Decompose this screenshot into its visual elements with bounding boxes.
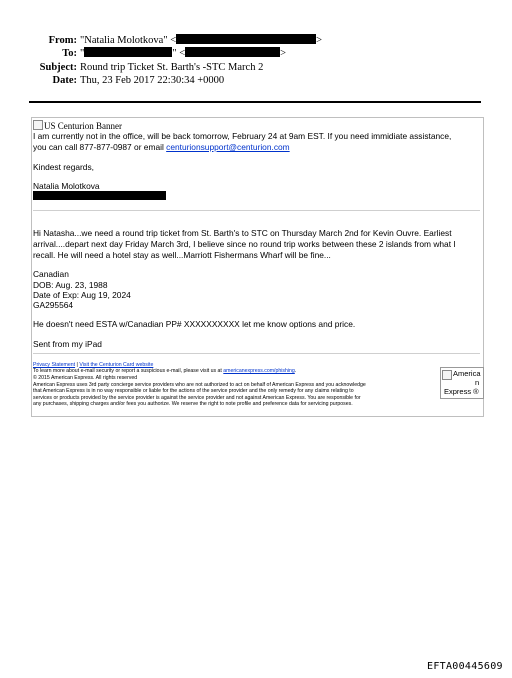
ooo-line-1: I am currently not in the office, will be back tomorrow, February 24 at 9am EST. If you need immidiate assistance, bbox=[33, 131, 452, 141]
subject-label: Subject: bbox=[39, 62, 77, 73]
redaction-bar bbox=[185, 47, 280, 57]
security-text: To learn more about e-mail security or report a suspicious e-mail, please visit us at bbox=[33, 368, 224, 374]
body-line-1: Hi Natasha...we need a round trip ticket from St. Barth's to STC on Thursday March 2nd for Kevin Ouvre. Earliest bbox=[33, 228, 452, 238]
passport-expiry: Date of Exp: Aug 19, 2024 bbox=[33, 290, 131, 300]
signature-name: Natalia Molotkova bbox=[33, 181, 100, 191]
body-line-3: recall. He will need a hotel stay as well...Marriott Fishermans Wharf will be fine... bbox=[33, 250, 331, 260]
to-label: To: bbox=[62, 48, 77, 59]
from-label: From: bbox=[48, 35, 77, 46]
from-end: > bbox=[316, 35, 323, 46]
security-text-end: . bbox=[294, 368, 297, 374]
banner-alt-text: US Centurion Banner bbox=[44, 121, 122, 131]
security-notice bbox=[33, 368, 296, 374]
link-separator: | bbox=[75, 362, 80, 368]
footer-separator bbox=[33, 353, 480, 354]
esta-line: He doesn't need ESTA w/Canadian PP# XXXXXXXXXX let me know options and price. bbox=[33, 319, 356, 329]
amex-text-3: Express ® bbox=[444, 387, 479, 396]
subject-value: Round trip Ticket St. Barth's -STC March 2 bbox=[80, 62, 264, 73]
broken-image-icon bbox=[442, 370, 452, 380]
ooo-line-2-text: you can call 877-877-0987 or email bbox=[33, 142, 167, 152]
date-label: Date: bbox=[52, 75, 77, 86]
nationality: Canadian bbox=[33, 269, 69, 279]
disclaimer-line-2: that American Express is in no way responsible or liable for the actions of the service provider and the only remedy for any claims relating to bbox=[33, 388, 354, 394]
amex-text-2: n bbox=[475, 378, 480, 387]
document-id: EFTA00445609 bbox=[427, 661, 503, 672]
sent-from: Sent from my iPad bbox=[33, 339, 102, 349]
date-value: Thu, 23 Feb 2017 22:30:34 +0000 bbox=[80, 75, 225, 86]
to-end: > bbox=[280, 48, 287, 59]
passport-number: GA295564 bbox=[33, 300, 74, 310]
header-divider bbox=[29, 101, 481, 103]
redaction-bar bbox=[176, 34, 316, 44]
copyright: © 2015 American Express. All rights reserved bbox=[33, 375, 138, 381]
from-value: "Natalia Molotkova" < bbox=[80, 35, 177, 46]
centurion-card-link[interactable]: Visit the Centurion Card website bbox=[79, 362, 154, 368]
to-mid: " < bbox=[172, 48, 186, 59]
support-email-link[interactable]: centurionsupport@centurion.com bbox=[166, 142, 290, 152]
phishing-link[interactable]: americanexpress.com/phishing bbox=[223, 368, 295, 374]
regards: Kindest regards, bbox=[33, 162, 94, 172]
amex-text-1: America bbox=[453, 369, 481, 378]
body-line-2: arrival....depart next day Friday March 3rd, I believe since no round trip works between these 2 islands from what I bbox=[33, 239, 456, 249]
disclaimer-line-4: any purchases, shipping charges and/or fees you authorize. We reserve the right to note profile and preference data for servicing purposes. bbox=[33, 401, 353, 407]
dob: DOB: Aug. 23, 1988 bbox=[33, 280, 108, 290]
redaction-bar bbox=[84, 47, 172, 57]
to-value: " bbox=[80, 48, 85, 59]
quote-separator bbox=[33, 210, 480, 211]
broken-image-icon bbox=[33, 120, 43, 130]
disclaimer-line-3: services or products provided by the service provider is against the service provider and not against American Express. You are responsible for bbox=[33, 395, 361, 401]
ooo-line-2 bbox=[33, 142, 290, 152]
banner-image bbox=[33, 120, 122, 131]
amex-logo-placeholder bbox=[440, 367, 484, 399]
disclaimer-line-1: American Express uses 3rd party concierge service providers who are not authorized to act on behalf of American Express and you acknowledge bbox=[33, 382, 366, 388]
privacy-statement-link[interactable]: Privacy Statement bbox=[33, 362, 76, 368]
redaction-bar bbox=[33, 191, 166, 200]
